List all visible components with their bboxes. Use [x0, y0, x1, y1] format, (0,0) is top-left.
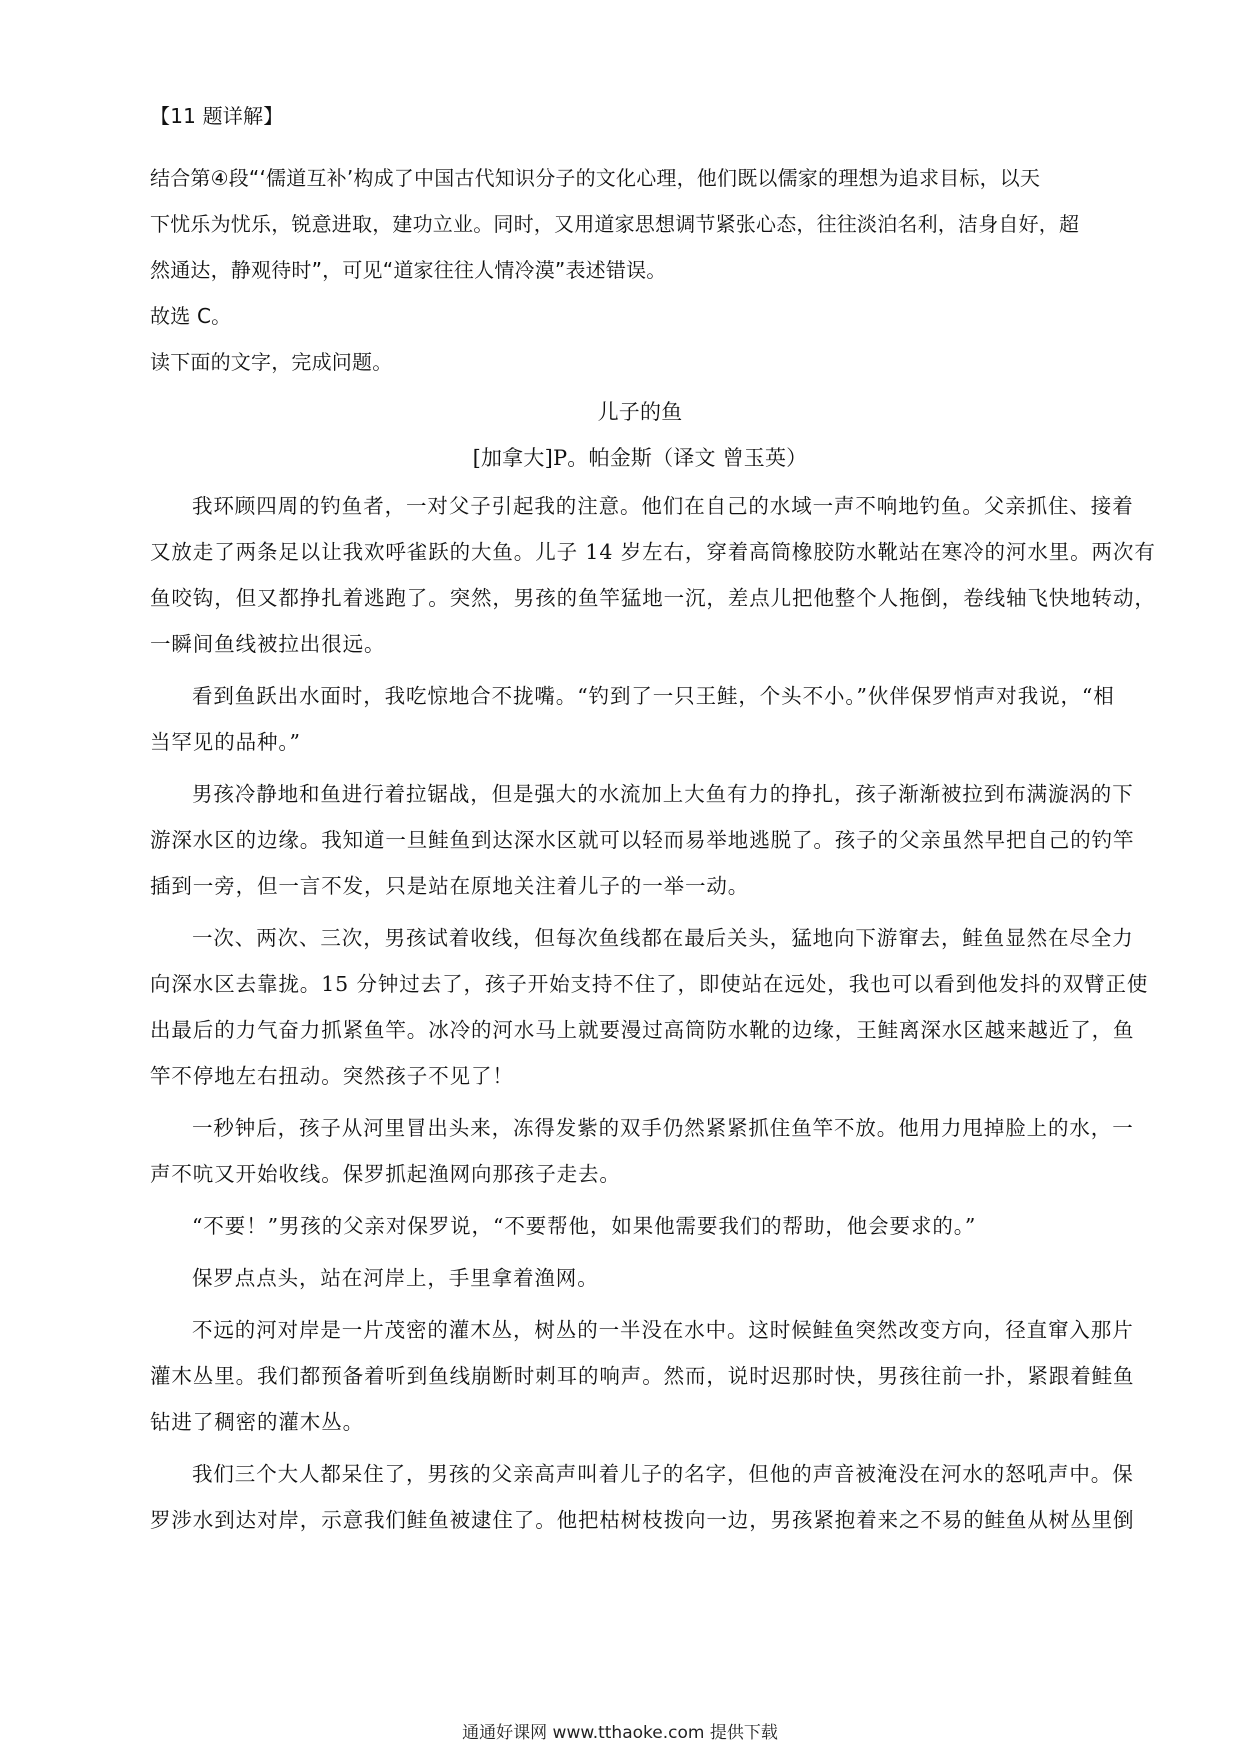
- text-line: 竿不停地左右扭动。突然孩子不见了！: [150, 1064, 514, 1088]
- document-page: [150, 102, 1156, 1543]
- explanation-line: 结合第④段“‘儒道互补’构成了中国古代知识分子的文化心理，他们既以儒家的理想为追求目标，以天: [150, 166, 1041, 190]
- text-line: 钻进了稠密的灌木丛。: [150, 1410, 364, 1434]
- text-line: 我环顾四周的钓鱼者，一对父子引起我的注意。他们在自己的水域一声不响地钓鱼。父亲抓住、接着: [192, 494, 1134, 518]
- text-line: 又放走了两条足以让我欢呼雀跃的大鱼。儿子 14 岁左右，穿着高筒橡胶防水靴站在寒冷的河水里。两次有: [150, 540, 1156, 564]
- story-paragraph: [150, 1307, 1135, 1445]
- story-paragraph: [150, 915, 1149, 1099]
- text-line: “不要！”男孩的父亲对保罗说，“不要帮他，如果他需要我们的帮助，他会要求的。”: [192, 1214, 977, 1238]
- text-line: 看到鱼跃出水面时，我吃惊地合不拢嘴。“钓到了一只王鲑，个头不小。”伙伴保罗悄声对我说，“相: [192, 684, 1115, 708]
- text-line: 一秒钟后，孩子从河里冒出头来，冻得发紫的双手仍然紧紧抓住鱼竿不放。他用力甩掉脸上的水，一: [192, 1116, 1134, 1140]
- text-line: 鱼咬钩，但又都挣扎着逃跑了。突然，男孩的鱼竿猛地一沉，差点儿把他整个人拖倒，卷线轴飞快地转动，: [150, 586, 1156, 610]
- text-line: 保罗点点头，站在河岸上，手里拿着渔网。: [192, 1266, 599, 1290]
- story-paragraph: [150, 771, 1135, 909]
- footer-watermark: 通通好课网 www.tthaoke.com 提供下载: [462, 1723, 778, 1743]
- instruction-line: 读下面的文字，完成问题。: [150, 350, 393, 374]
- text-line: 罗涉水到达对岸，示意我们鲑鱼被逮住了。他把枯树枝拨向一边，男孩紧抱着来之不易的鲑鱼从树丛里倒: [150, 1508, 1135, 1532]
- story-paragraph: [150, 673, 1130, 765]
- text-line: 一次、两次、三次，男孩试着收线，但每次鱼线都在最后关头，猛地向下游窜去，鲑鱼显然在尽全力: [192, 926, 1134, 950]
- story-author: [加拿大]P。帕金斯（译文 曾玉英）: [472, 446, 808, 470]
- story-paragraph: [150, 1255, 1130, 1301]
- text-line: 我们三个大人都呆住了，男孩的父亲高声叫着儿子的名字，但他的声音被淹没在河水的怒吼声中。保: [192, 1462, 1134, 1486]
- story-paragraph: [150, 1451, 1135, 1543]
- text-line: 男孩冷静地和鱼进行着拉锯战，但是强大的水流加上大鱼有力的挣扎，孩子渐渐被拉到布满漩涡的下: [192, 782, 1134, 806]
- story-title: 儿子的鱼: [597, 400, 683, 424]
- answer-line: 故选 C。: [150, 304, 232, 328]
- text-line: 不远的河对岸是一片茂密的灌木丛，树丛的一半没在水中。这时候鲑鱼突然改变方向，径直窜入那片: [192, 1318, 1134, 1342]
- text-line: 插到一旁，但一言不发，只是站在原地关注着儿子的一举一动。: [150, 874, 750, 898]
- text-line: 灌木丛里。我们都预备着听到鱼线崩断时刺耳的响声。然而，说时迟那时快，男孩往前一扑，紧跟着鲑鱼: [150, 1364, 1135, 1388]
- text-line: 一瞬间鱼线被拉出很远。: [150, 632, 386, 656]
- story-body: [150, 483, 1156, 1543]
- explanation-line: 下忧乐为忧乐，锐意进取，建功立业。同时，又用道家思想调节紧张心态，往往淡泊名利，洁身自好，超: [150, 212, 1080, 236]
- text-line: 出最后的力气奋力抓紧鱼竿。冰冷的河水马上就要漫过高筒防水靴的边缘，王鲑离深水区越来越近了，鱼: [150, 1018, 1135, 1042]
- explanation-block: [150, 155, 1130, 293]
- story-paragraph: [150, 1105, 1134, 1197]
- text-line: 游深水区的边缘。我知道一旦鲑鱼到达深水区就可以轻而易举地逃脱了。孩子的父亲虽然早把自己的钓竿: [150, 828, 1135, 852]
- explanation-line: 然通达，静观待时”，可见“道家往往人情冷漠”表述错误。: [150, 258, 667, 282]
- story-paragraph: [150, 483, 1156, 667]
- story-paragraph: [150, 1203, 1130, 1249]
- text-line: 当罕见的品种。”: [150, 730, 301, 754]
- text-line: 声不吭又开始收线。保罗抓起渔网向那孩子走去。: [150, 1162, 621, 1186]
- section-label: 【11 题详解】: [150, 104, 284, 128]
- text-line: 向深水区去靠拢。15 分钟过去了，孩子开始支持不住了，即使站在远处，我也可以看到他发抖的双臂正使: [150, 972, 1149, 996]
